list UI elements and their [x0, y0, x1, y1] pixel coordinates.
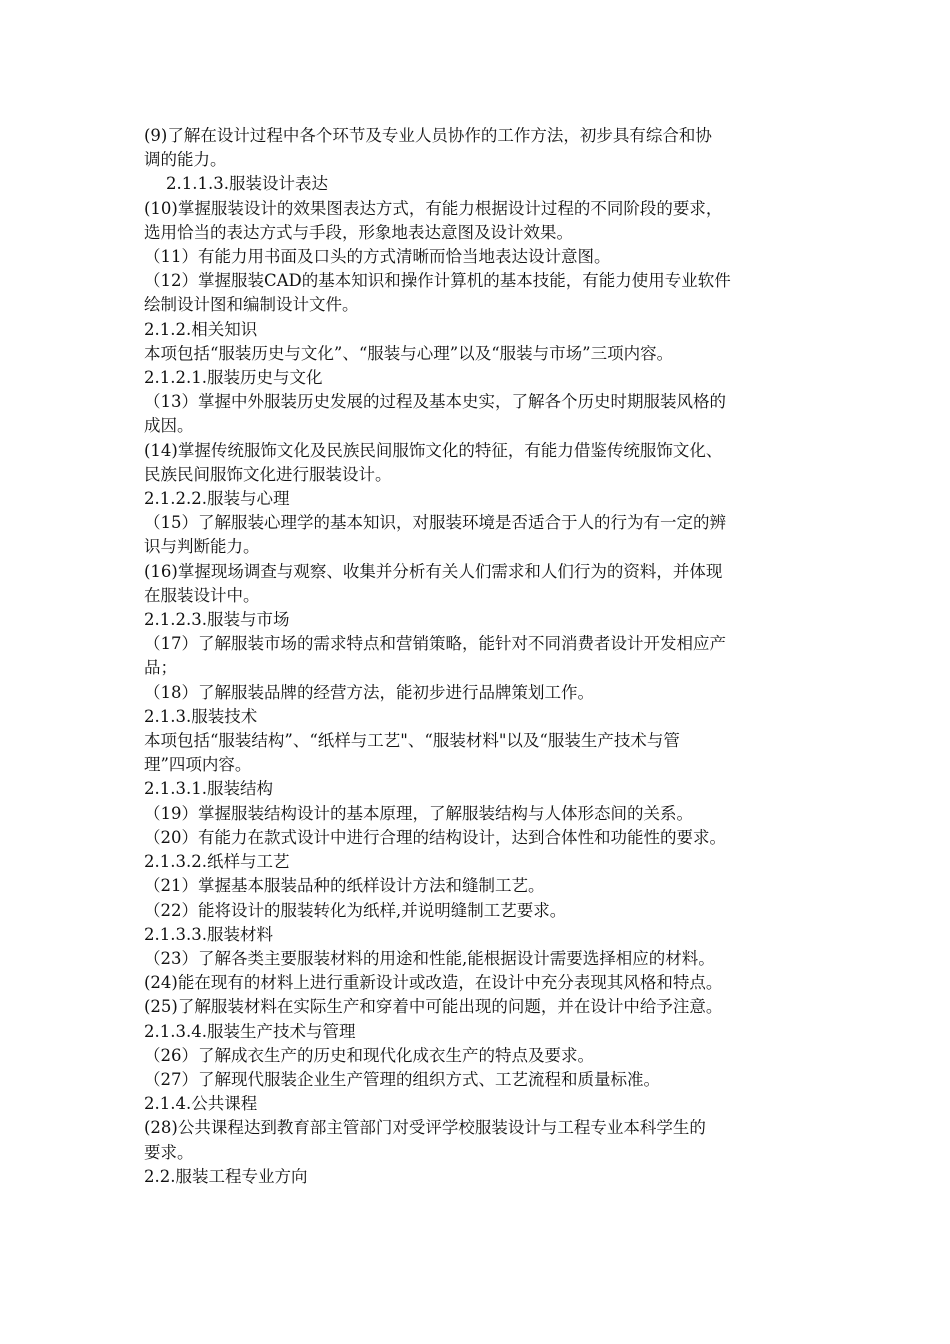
- text-line: （15）了解服装心理学的基本知识，对服装环境是否适合于人的行为有一定的辨: [144, 513, 726, 533]
- section-heading: 2.2.服装工程专业方向: [144, 1166, 308, 1186]
- text-line: （18）了解服装品牌的经营方法，能初步进行品牌策划工作。: [144, 682, 594, 702]
- text-line: （19）掌握服装结构设计的基本原理，了解服装结构与人体形态间的关系。: [144, 803, 693, 823]
- text-line: (9)了解在设计过程中各个环节及专业人员协作的工作方法，初步具有综合和协: [144, 126, 712, 145]
- text-line: （13）掌握中外服装历史发展的过程及基本史实，了解各个历史时期服装风格的: [144, 392, 726, 412]
- text-line: （26）了解成衣生产的历史和现代化成衣生产的特点及要求。: [144, 1045, 594, 1065]
- section-heading: 2.1.3.2.纸样与工艺: [144, 852, 290, 872]
- text-line: （20）有能力在款式设计中进行合理的结构设计，达到合体性和功能性的要求。: [144, 827, 726, 847]
- text-line: （17）了解服装市场的需求特点和营销策略，能针对不同消费者设计开发相应产: [144, 634, 726, 654]
- text-line: (16)掌握现场调查与观察、收集并分析有关人们需求和人们行为的资料，并体现: [144, 561, 723, 581]
- text-line: （11）有能力用书面及口头的方式清晰而恰当地表达设计意图。: [144, 247, 611, 267]
- text-line: （12）掌握服装CAD的基本知识和操作计算机的基本技能，有能力使用专业软件: [144, 271, 731, 291]
- section-heading: 2.1.3.3.服装材料: [144, 924, 273, 944]
- section-heading: 2.1.2.3.服装与市场: [144, 610, 290, 630]
- section-heading: 2.1.3.4.服装生产技术与管理: [144, 1021, 356, 1041]
- text-line: (14)掌握传统服饰文化及民族民间服饰文化的特征，有能力借鉴传统服饰文化、: [144, 440, 723, 460]
- document-body: [144, 124, 816, 1189]
- text-line: (24)能在现有的材料上进行重新设计或改造，在设计中充分表现其风格和特点。: [144, 973, 723, 993]
- text-line: （27）了解现代服装企业生产管理的组织方式、工艺流程和质量标准。: [144, 1069, 660, 1089]
- text-line: 选用恰当的表达方式与手段，形象地表达意图及设计效果。: [144, 222, 573, 242]
- text-line: （23）了解各类主要服装材料的用途和性能,能根据设计需要选择相应的材料。: [144, 948, 715, 968]
- section-heading: 2.1.4.公共课程: [144, 1094, 258, 1114]
- text-line: (25)了解服装材料在实际生产和穿着中可能出现的问题，并在设计中给予注意。: [144, 997, 723, 1017]
- section-heading: 2.1.2.2.服装与心理: [144, 489, 290, 509]
- section-heading: 2.1.3.服装技术: [144, 706, 258, 726]
- text-line: （21）掌握基本服装品种的纸样设计方法和缝制工艺。: [144, 876, 545, 896]
- text-line: 本项包括“服装结构”、“纸样与工艺"、“服装材料"以及“服装生产技术与管: [144, 731, 680, 751]
- text-line: （22）能将设计的服装转化为纸样,并说明缝制工艺要求。: [144, 900, 567, 920]
- text-line: 品；: [144, 658, 177, 678]
- text-line: (28)公共课程达到教育部主管部门对受评学校服装设计与工程专业本科学生的: [144, 1118, 706, 1138]
- text-line: 理”四项内容。: [144, 755, 252, 775]
- section-heading: 2.1.3.1.服装结构: [144, 779, 273, 799]
- text-line: 本项包括“服装历史与文化”、“服装与心理”以及“服装与市场”三项内容。: [144, 343, 674, 363]
- text-line: 识与判断能力。: [144, 537, 260, 557]
- text-line: 民族民间服饰文化进行服装设计。: [144, 464, 392, 484]
- text-line: 绘制设计图和编制设计文件。: [144, 295, 359, 315]
- section-heading: 2.1.2.1.服装历史与文化: [144, 368, 323, 388]
- text-line: 要求。: [144, 1142, 194, 1162]
- section-heading: 2.1.1.3.服装设计表达: [166, 174, 328, 194]
- text-line: (10)掌握服装设计的效果图表达方式，有能力根据设计过程的不同阶段的要求，: [144, 198, 723, 218]
- text-line: 成因。: [144, 416, 194, 436]
- text-line: 在服装设计中。: [144, 585, 260, 605]
- section-heading: 2.1.2.相关知识: [144, 319, 258, 339]
- text-line: 调的能力。: [144, 150, 227, 170]
